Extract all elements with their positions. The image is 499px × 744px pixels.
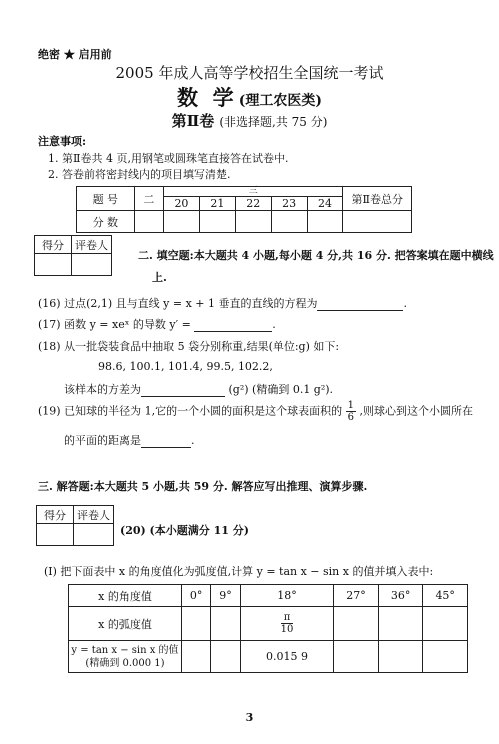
subject-line	[0, 82, 499, 112]
angle-0: 0°	[182, 585, 211, 607]
q18-line3-end: (g²) (精确到 0.1 g²).	[228, 383, 334, 396]
q16-end: .	[403, 297, 407, 310]
grader-name-label: 评卷人	[72, 236, 112, 254]
section3-heading: 三. 解答题:本大题共 5 小题,共 59 分. 解答应写出推理、演算步骤.	[38, 480, 368, 493]
score-cell-21[interactable]	[199, 211, 235, 233]
note-item-1: 1. 第Ⅱ卷共 4 页,用钢笔或圆珠笔直接答在试卷中.	[48, 152, 289, 165]
value-cell-18: 0.015 9	[240, 641, 334, 673]
angle-table-row1-label: x 的角度值	[69, 585, 182, 607]
q18-line3	[64, 381, 333, 397]
grader-name-cell[interactable]	[72, 254, 112, 276]
q17-end: .	[272, 318, 276, 331]
score-cell-er[interactable]	[134, 211, 163, 233]
q19-line2-start: 的平面的距离是	[64, 434, 141, 447]
score-table-col-23: 23	[271, 197, 307, 211]
q16-answer-blank[interactable]	[317, 298, 403, 311]
value-cell-36[interactable]	[378, 641, 423, 673]
notes-heading: 注意事项:	[38, 135, 87, 148]
score-cell-22[interactable]	[235, 211, 271, 233]
q17-answer-blank[interactable]	[194, 319, 272, 332]
q19-answer-blank[interactable]	[141, 435, 191, 448]
score-cell-total[interactable]	[343, 211, 412, 233]
section2-heading-cont: 上.	[152, 271, 167, 284]
row3-label-line2: (精确到 0.000 1)	[85, 657, 165, 669]
volume-title: 第Ⅱ卷	[171, 112, 215, 130]
radian-cell-18	[240, 607, 334, 641]
q19-line1-end: ,则球心到这个小圆所在	[359, 404, 473, 418]
score-table	[76, 186, 412, 233]
grader-name-cell-2[interactable]	[74, 524, 114, 546]
angle-9: 9°	[211, 585, 240, 607]
q16-text: (16) 过点(2,1) 且与直线 y = x + 1 垂直的直线的方程为	[38, 297, 318, 310]
radian-18-den: 10	[280, 624, 294, 635]
q18-line3-start: 该样本的方差为	[64, 383, 141, 396]
angle-45: 45°	[423, 585, 468, 607]
radian-18-fraction	[281, 612, 294, 635]
q20-title: (20) (本小题满分 11 分)	[120, 524, 249, 537]
radian-cell-0[interactable]	[182, 607, 211, 641]
q19-line1-start: (19) 已知球的半径为 1,它的一个小圆的面积是这个球表面积的	[38, 404, 343, 418]
score-table-col-21: 21	[199, 197, 235, 211]
grader-box-section2	[34, 235, 112, 276]
page-number: 3	[245, 711, 254, 724]
q19-line2-end: .	[191, 434, 195, 447]
row3-label-line1: y = tan x − sin x 的值	[71, 644, 179, 656]
angle-table-row2-label: x 的弧度值	[69, 607, 182, 641]
q18-answer-blank[interactable]	[141, 384, 225, 397]
radian-cell-27[interactable]	[334, 607, 379, 641]
q19-line1	[38, 400, 473, 423]
q17-text: (17) 函数 y = xeˣ 的导数 y′ =	[38, 318, 191, 331]
grader-box-q20	[36, 505, 114, 546]
score-table-label-fenshu: 分 数	[77, 211, 135, 233]
score-table-col-san: 三	[164, 187, 343, 197]
value-cell-9[interactable]	[211, 641, 240, 673]
score-table-total-label: 第Ⅱ卷总分	[343, 187, 412, 211]
volume-line	[0, 110, 499, 131]
exam-title: 2005 年成人高等学校招生全国统一考试	[115, 64, 384, 82]
grader-score-cell[interactable]	[35, 254, 72, 276]
score-table-col-er: 二	[134, 187, 163, 211]
q19-line2	[64, 432, 195, 448]
q19-fraction	[346, 400, 356, 423]
grader-name-label-2: 评卷人	[74, 506, 114, 524]
score-cell-23[interactable]	[271, 211, 307, 233]
subject-title: 数 学	[177, 85, 234, 110]
grader-score-cell-2[interactable]	[37, 524, 74, 546]
q19-frac-den: 6	[347, 412, 354, 423]
angle-table-row3-label	[69, 641, 182, 673]
radian-cell-36[interactable]	[378, 607, 423, 641]
score-table-col-24: 24	[307, 197, 343, 211]
score-table-col-20: 20	[164, 197, 200, 211]
score-table-col-22: 22	[235, 197, 271, 211]
score-table-label-tihao: 题 号	[77, 187, 135, 211]
grader-score-label-2: 得分	[37, 506, 74, 524]
section2-heading: 二. 填空题:本大题共 4 小题,每小题 4 分,共 16 分. 把答案填在题中横线	[138, 249, 494, 262]
radian-18-num: π	[281, 612, 294, 624]
secret-label: 绝密 ★ 启用前	[38, 48, 112, 61]
radian-cell-45[interactable]	[423, 607, 468, 641]
subject-note: (理工农医类)	[238, 93, 322, 109]
angle-18: 18°	[240, 585, 334, 607]
question-17	[38, 316, 276, 332]
q18-line1: (18) 从一批袋装食品中抽取 5 袋分别称重,结果(单位:g) 如下:	[38, 340, 340, 353]
angle-27: 27°	[334, 585, 379, 607]
score-cell-24[interactable]	[307, 211, 343, 233]
score-cell-20[interactable]	[164, 211, 200, 233]
part1-instruction: (Ⅰ) 把下面表中 x 的角度值化为弧度值,计算 y = tan x − sin x 的值并填入表中:	[44, 565, 434, 578]
q18-data: 98.6, 100.1, 101.4, 99.5, 102.2,	[98, 360, 273, 373]
q19-frac-num: 1	[347, 400, 354, 411]
value-cell-45[interactable]	[423, 641, 468, 673]
grader-score-label: 得分	[35, 236, 72, 254]
angle-table	[68, 584, 468, 673]
value-cell-0[interactable]	[182, 641, 211, 673]
radian-cell-9[interactable]	[211, 607, 240, 641]
note-item-2: 2. 答卷前将密封线内的项目填写清楚.	[48, 168, 231, 181]
angle-36: 36°	[378, 585, 423, 607]
volume-note: (非选择题,共 75 分)	[219, 115, 328, 129]
question-16	[38, 295, 407, 311]
value-cell-27[interactable]	[334, 641, 379, 673]
